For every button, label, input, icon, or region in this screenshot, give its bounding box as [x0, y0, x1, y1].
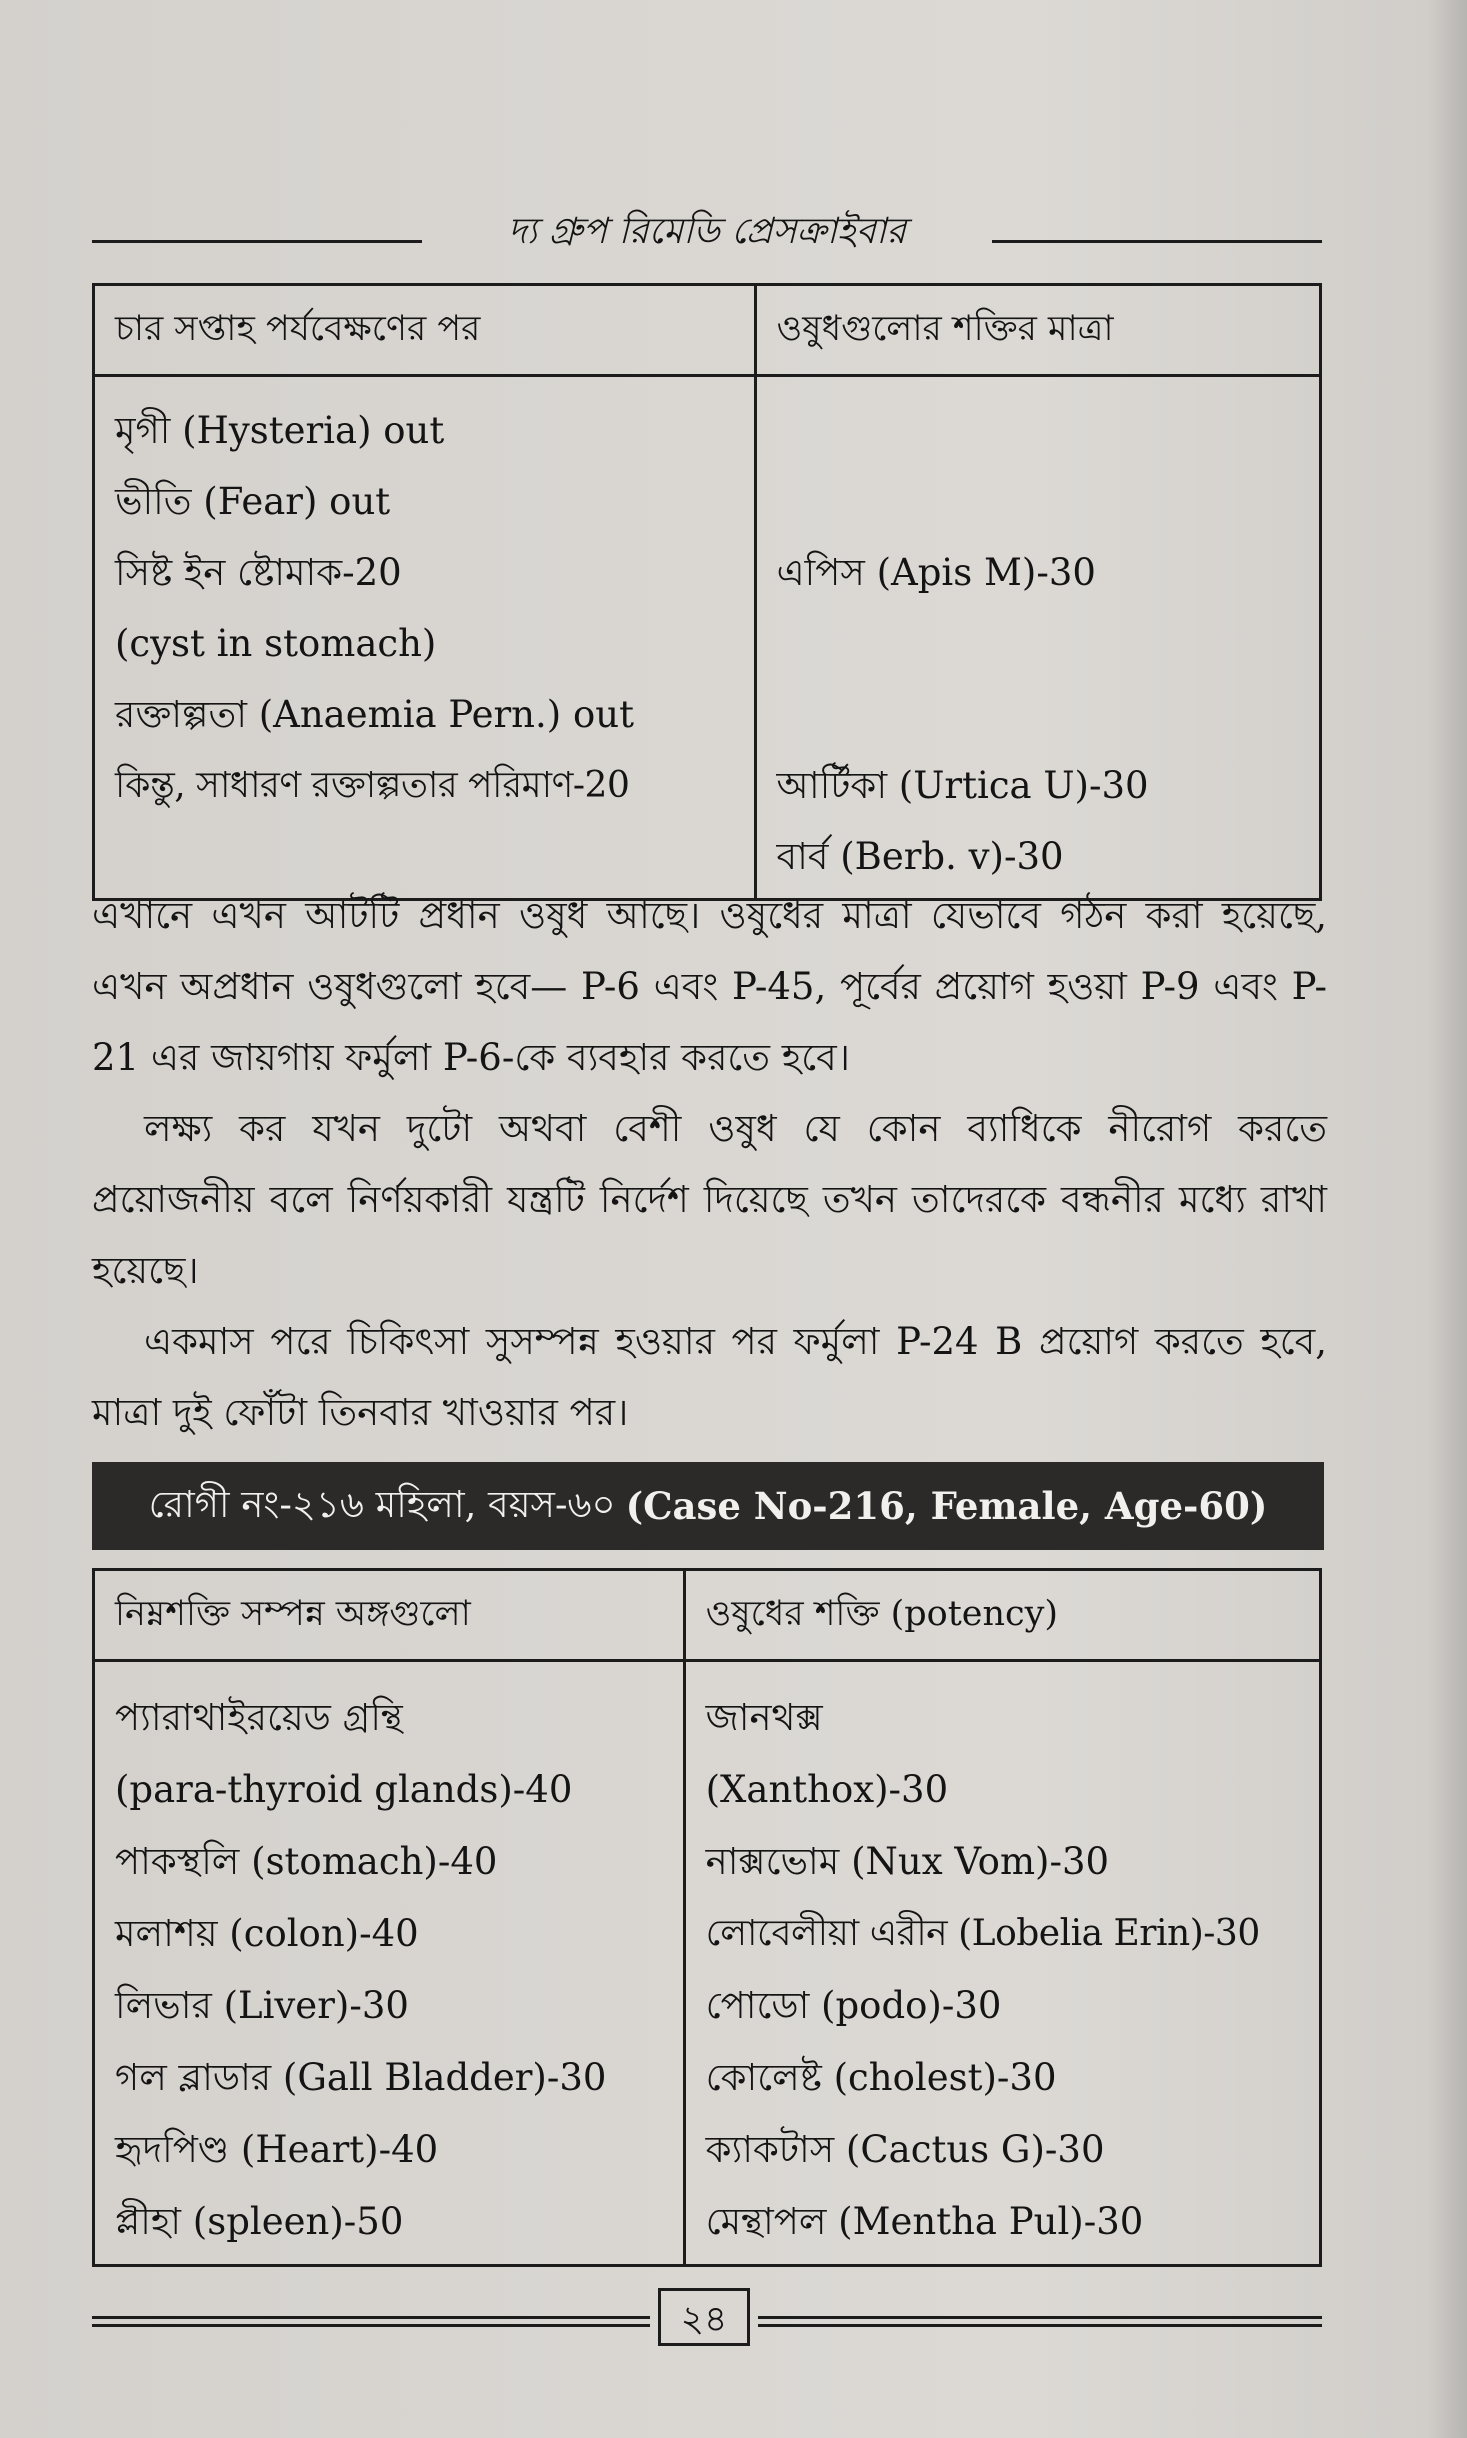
running-header-title: দ্য গ্রুপ রিমেডি প্রেসক্রাইবার: [507, 211, 907, 252]
case-heading-bar: [92, 1462, 1324, 1550]
header-rule-right: [992, 240, 1322, 243]
table-line: নাক্সভোম (Nux Vom)-30: [705, 1840, 1110, 1883]
table-header-cell: ওষুধগুলোর শক্তির মাত্রা: [755, 285, 1320, 376]
remedy-cell: [684, 1661, 1320, 2266]
table-line: লিভার (Liver)-30: [115, 1984, 409, 2027]
page-footer: [92, 2288, 1322, 2348]
observation-table: [92, 283, 1322, 901]
table-line: রক্তাল্পতা (Anaemia Pern.) out: [115, 693, 634, 736]
table-line: আর্টিকা (Urtica U)-30: [776, 764, 1149, 807]
table-line: [777, 466, 1299, 537]
organ-status-cell: [94, 376, 756, 900]
table-line: (para-thyroid glands)-40: [115, 1768, 573, 1811]
table-line: কোলেষ্ট (cholest)-30: [705, 2056, 1057, 2099]
table-line: মেন্থাপল (Mentha Pul)-30: [705, 2200, 1144, 2243]
table-line: প্লীহা (spleen)-50: [115, 2200, 404, 2243]
table-header-row: [94, 1570, 1321, 1661]
table-line: মলাশয় (colon)-40: [115, 1912, 419, 1955]
table-line: ক্যাকটাস (Cactus G)-30: [705, 2128, 1105, 2171]
paragraph: একমাস পরে চিকিৎসা সুসম্পন্ন হওয়ার পর ফর্মুলা P-24 B প্রয়োগ করতে হবে, মাত্রা দুই ফোঁটা তিনবার খাওয়ার পর।: [92, 1320, 1327, 1434]
table-line: [777, 395, 1299, 466]
footer-rule: [92, 2316, 650, 2319]
table-line: এপিস (Apis M)-30: [776, 551, 1096, 594]
weak-organs-table: [92, 1568, 1322, 2267]
table-header-row: [94, 285, 1321, 376]
footer-rule: [92, 2324, 650, 2327]
paragraph: লক্ষ্য কর যখন দুটো অথবা বেশী ওষুধ যে কোন ব্যাধিকে নীরোগ করতে প্রয়োজনীয় বলে নির্ণয়কারী যন্ত্রটি নির্দেশ দিয়েছে তখন তাদেরকে বন্ধনীর মধ্যে রাখা হয়েছে।: [92, 1107, 1327, 1292]
page-edge-shadow: [1427, 0, 1467, 2438]
footer-rule: [758, 2324, 1322, 2327]
case-heading-english: (Case No-216, Female, Age-60): [625, 1484, 1268, 1528]
table-header-cell: ওষুধের শক্তি (potency): [684, 1570, 1320, 1661]
table-line: লোবেলীয়া এরীন (Lobelia Erin)-30: [705, 1913, 1260, 1954]
table-line: হৃদপিণ্ড (Heart)-40: [115, 2128, 439, 2171]
running-header: [92, 196, 1322, 256]
table-line: কিন্তু, সাধারণ রক্তাল্পতার পরিমাণ-20: [115, 765, 630, 806]
header-rule-left: [92, 240, 422, 243]
table-row: [94, 1661, 1321, 2266]
table-row: [94, 376, 1321, 900]
paragraph: এখানে এখন আটটি প্রধান ওষুধ আছে। ওষুধের মাত্রা যেভাবে গঠন করা হয়েছে, এখন অপ্রধান ওষুধগুলো হবে— P-6 এবং P-45, পূর্বের প্রয়োগ হওয়া P-9 এবং P-21 এর জায়গায় ফর্মুলা P-6-কে ব্যবহার করতে হবে।: [92, 894, 1327, 1079]
remedy-potency-cell: [755, 376, 1320, 900]
table-line: বার্ব (Berb. v)-30: [776, 835, 1064, 878]
body-text: [92, 880, 1327, 1448]
table-line: প্যারাথাইরয়েড গ্রন্থি: [115, 1696, 403, 1739]
table-line: জানথক্স: [705, 1696, 823, 1739]
table-line: ভীতি (Fear) out: [115, 480, 391, 523]
table-line: [777, 608, 1299, 679]
table-line: সিষ্ট ইন ষ্টোমাক-20: [115, 551, 402, 594]
table-line: পোডো (podo)-30: [705, 1984, 1002, 2027]
table-line: পাকস্থলি (stomach)-40: [115, 1840, 498, 1883]
table-header-cell: চার সপ্তাহ পর্যবেক্ষণের পর: [94, 285, 756, 376]
footer-rule: [758, 2316, 1322, 2319]
organ-cell: [94, 1661, 685, 2266]
table-line: (Xanthox)-30: [705, 1768, 949, 1811]
table-line: গল ব্লাডার (Gall Bladder)-30: [115, 2056, 607, 2099]
case-heading-bengali: রোগী নং-২১৬ মহিলা, বয়স-৬০: [148, 1482, 616, 1526]
table-header-cell: নিম্নশক্তি সম্পন্ন অঙ্গগুলো: [94, 1570, 685, 1661]
table-line: (cyst in stomach): [115, 622, 437, 665]
table-line: মৃগী (Hysteria) out: [115, 409, 445, 452]
table-line: [777, 679, 1299, 750]
page-number: ২৪: [658, 2288, 750, 2346]
